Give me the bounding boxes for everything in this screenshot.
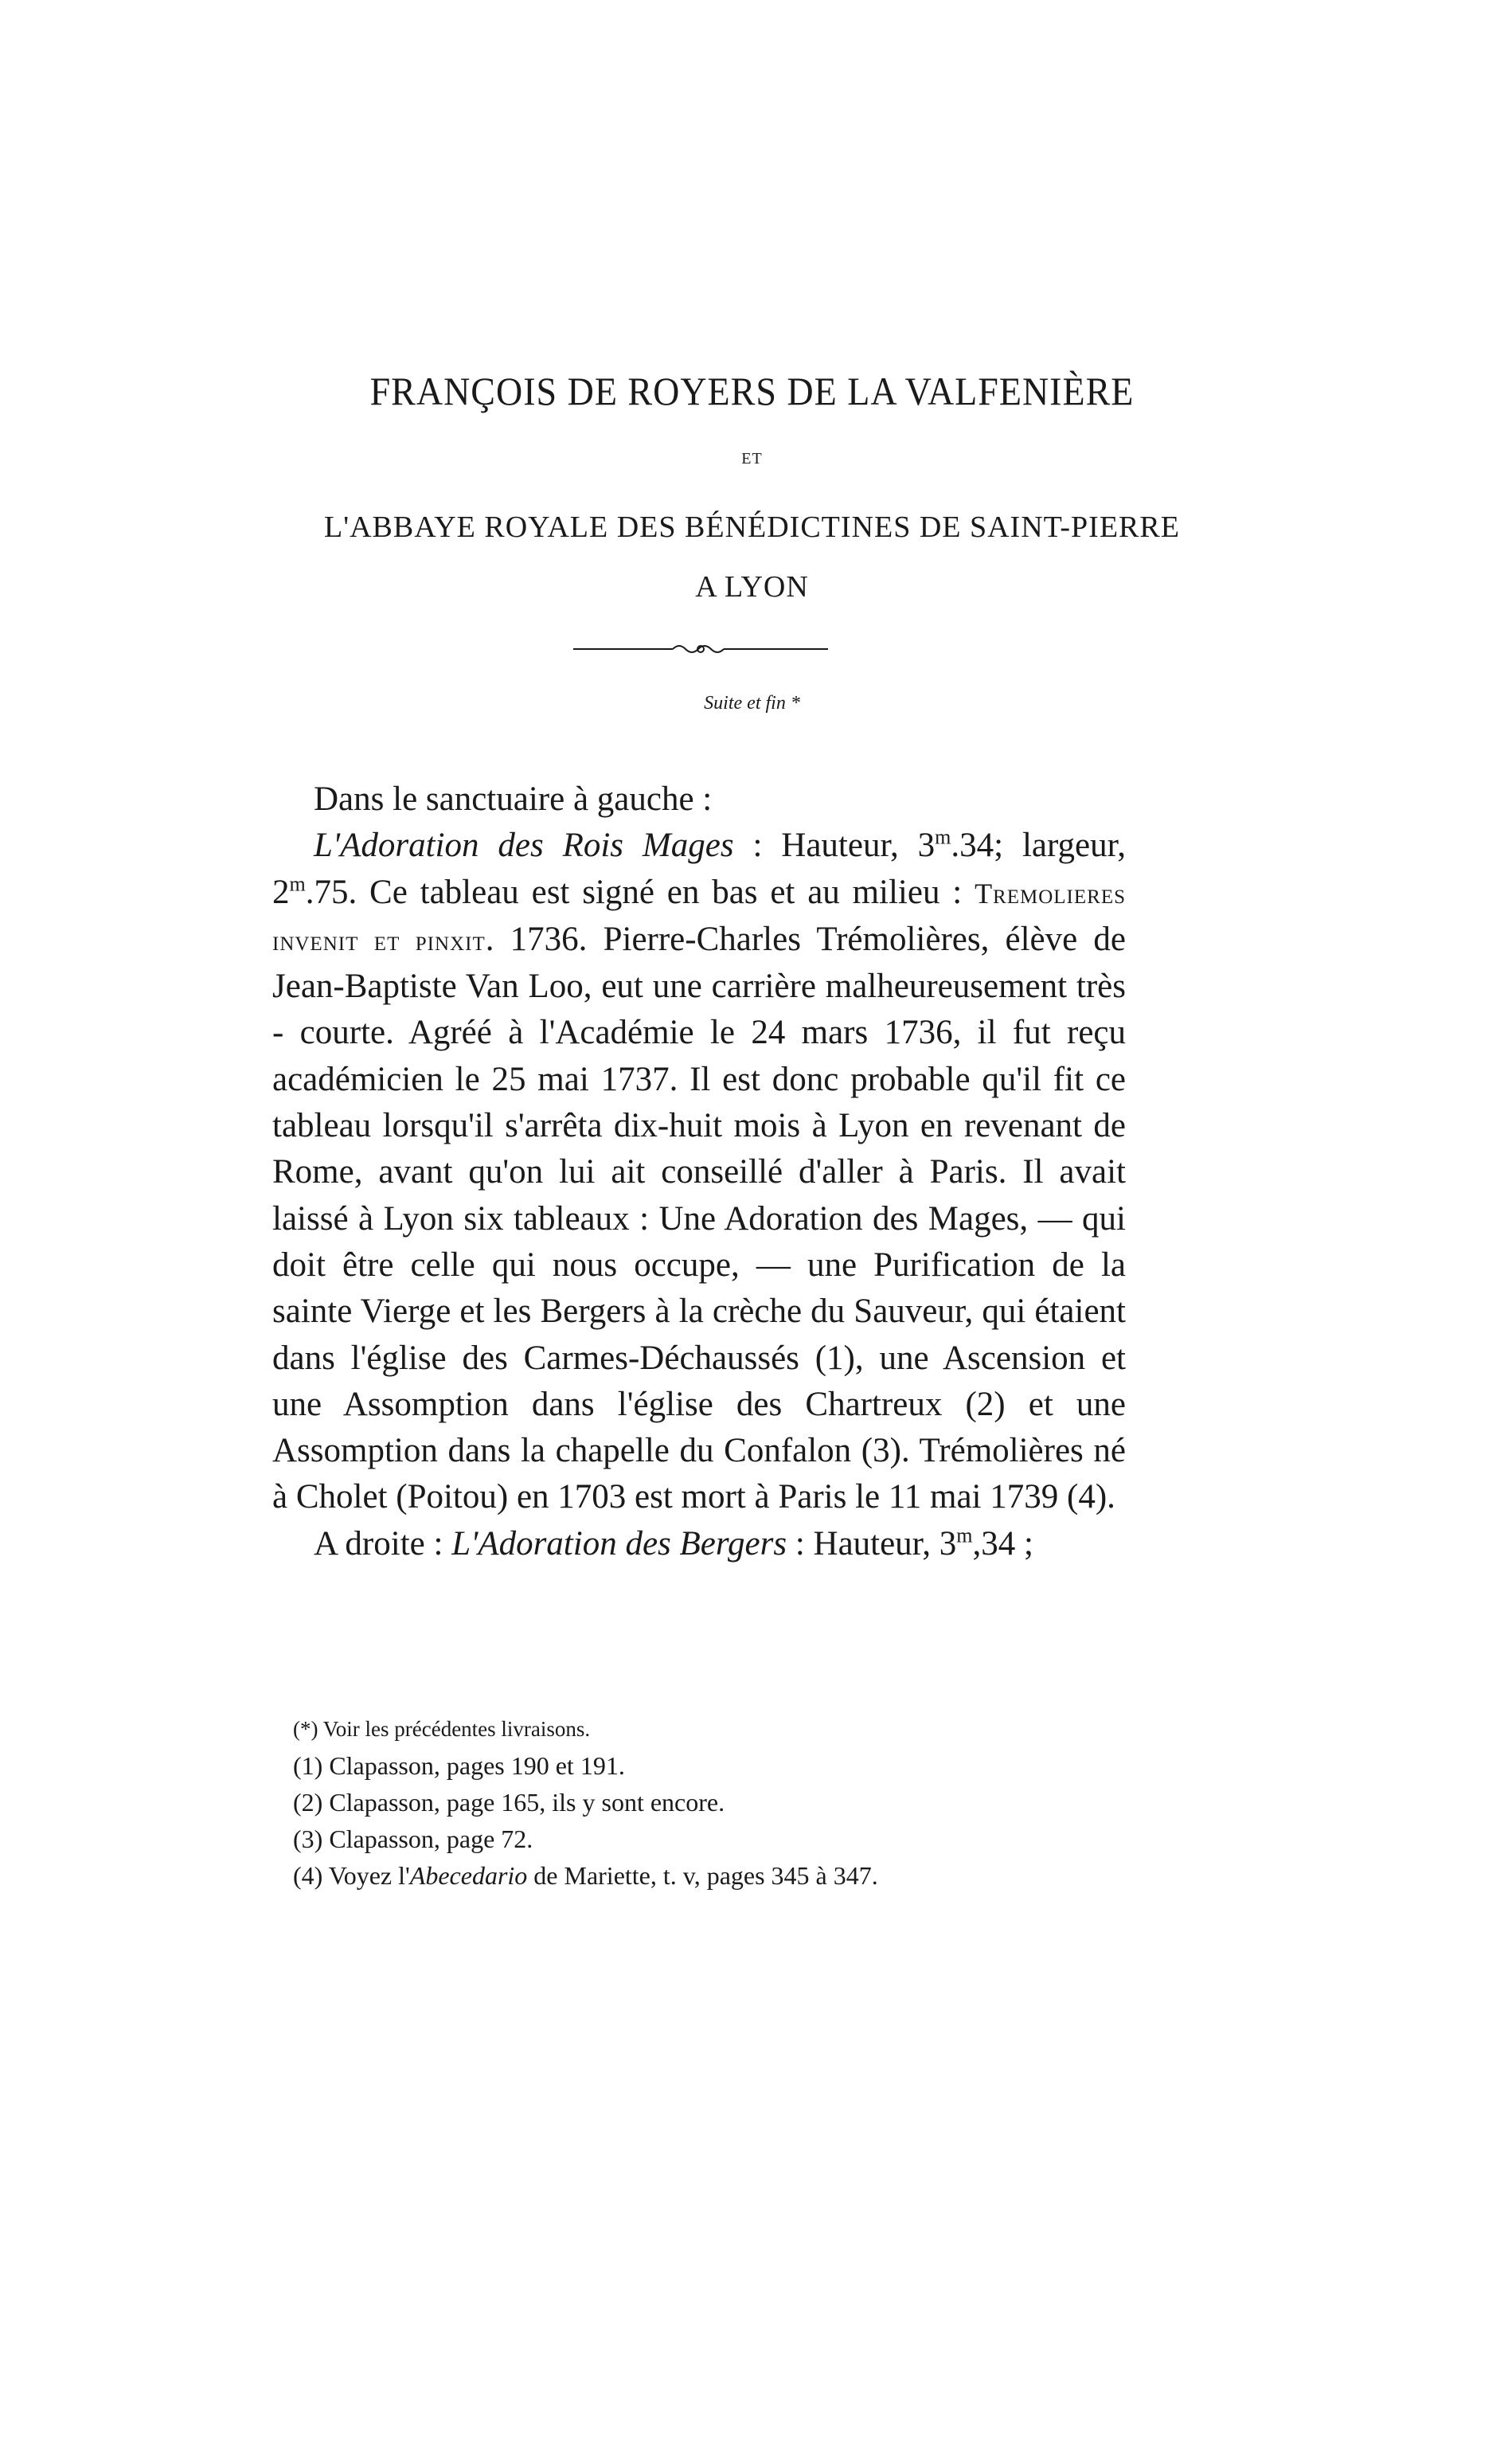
- dimension-text: : Hauteur, 3: [733, 827, 936, 865]
- unit-superscript: m: [956, 1523, 973, 1547]
- unit-superscript: m: [289, 872, 306, 896]
- footnote-4-work-title: Abecedario: [409, 1861, 528, 1890]
- footnote-3: (3) Clapasson, page 72.: [293, 1825, 533, 1853]
- continuation-note: Suite et fin *: [704, 693, 800, 714]
- dimension-text: ,34 ;: [972, 1524, 1033, 1562]
- unit-superscript: m: [935, 825, 951, 849]
- footnote-4-prefix: (4) Voyez l': [293, 1861, 410, 1890]
- ornament-icon: [573, 637, 828, 661]
- dimension-text: .75. Ce tableau est signé en bas et au milieu :: [305, 873, 975, 911]
- painting-signature: Tremolieres invenit et pinxit: [272, 877, 1126, 956]
- footnote-2: (2) Clapasson, page 165, ils y sont encore.: [293, 1788, 725, 1817]
- painting-title-bergers: L'Adoration des Bergers: [451, 1524, 787, 1562]
- footnote-4-suffix: de Mariette, t. v, pages 345 à 347.: [527, 1861, 878, 1890]
- footnote-star: (*) Voir les précédentes livraisons.: [293, 1717, 591, 1741]
- painting-title-rois-mages: L'Adoration des Rois Mages: [314, 827, 734, 865]
- paragraph-3-lead: A droite :: [314, 1524, 452, 1562]
- footnotes: [293, 1711, 1137, 1894]
- dimension-text: .34; largeur, 2: [272, 827, 1126, 911]
- paragraph-3: [272, 1521, 1126, 1567]
- article-city: A LYON: [695, 570, 809, 604]
- footnote-1: (1) Clapasson, pages 190 et 191.: [293, 1751, 625, 1780]
- body-text: [272, 776, 1126, 1567]
- article-subtitle: L'ABBAYE ROYALE DES BÉNÉDICTINES DE SAINT-PIERRE: [324, 510, 1180, 544]
- footnote-4: [293, 1857, 1137, 1894]
- article-title: FRANÇOIS DE ROYERS DE LA VALFENIÈRE: [369, 369, 1135, 414]
- dimension-text: : Hauteur, 3: [787, 1524, 957, 1562]
- title-conjunction: ET: [741, 450, 763, 467]
- paragraph-2: [272, 823, 1126, 1520]
- paragraph-2-rest: . 1736. Pierre-Charles Trémolières, élève de Jean-Baptiste Van Loo, eut une carrière malheureusement très - courte. Agréé à l'Académie le 24 mars 1736, il fut reçu académicien le 25 mai 1737. Il est donc probable qu'il fit ce tableau lorsqu'il s'arrêta dix-huit mois à Lyon en revenant de Rome, avant qu'on lui ait conseillé d'aller à Paris. Il avait laissé à Lyon six tableaux : Une Adoration des Mages, — qui doit être celle qui nous occupe, — une Purification de la sainte Vierge et les Bergers à la crèche du Sauveur, qui étaient dans l'église des Carmes-Déchaussés (1), une Ascension et une Assomption dans l'église des Chartreux (2) et une Assomption dans la chapelle du Confalon (3). Trémolières né à Cholet (Poitou) en 1703 est mort à Paris le 11 mai 1739 (4).: [272, 920, 1126, 1516]
- paragraph-1: Dans le sanctuaire à gauche :: [314, 780, 713, 818]
